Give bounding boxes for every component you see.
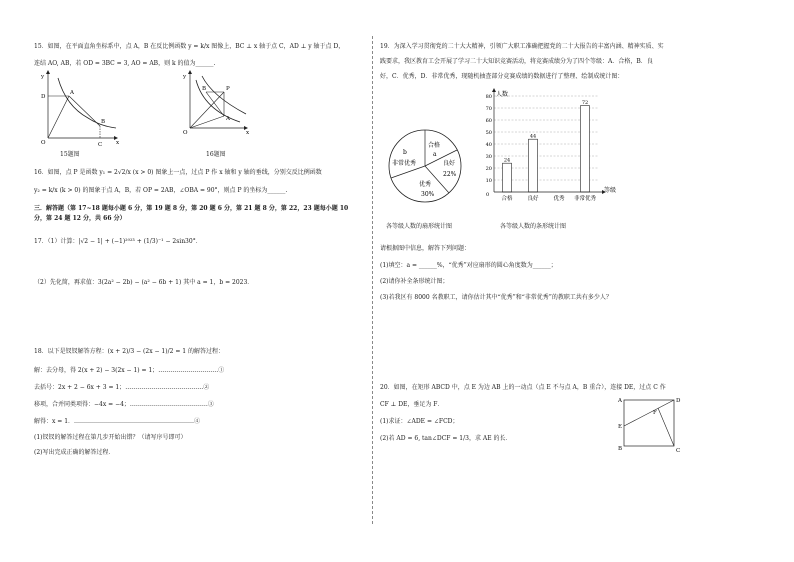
q16-line2: y₂ = k/x (k > 0) 的图象于点 A，B，若 OP = 2AB，∠OBA = 90°，则点 P 的坐标为______. [34,187,288,194]
q18-step4: 解得：x = 1．……………………………………………………④ [34,418,201,425]
bar-chart-category-label: 良好 [527,196,539,202]
fig20-label-b: B [618,446,623,452]
pie-label-lianghao: 良好 [443,160,456,167]
q20-line1: 20．如图，在矩形 ABCD 中，点 E 为边 AB 上的一动点（点 E 不与点 A，B 重合），连接 DE，过点 C 作 [380,384,666,391]
fig15-label-y: y [41,74,45,80]
bar-chart-ytick: 30 [485,153,492,160]
pie-label-hege: 合格 [428,142,441,149]
fig16-label-x: x [246,130,250,136]
bar-chart-ytick: 60 [485,117,492,124]
q16-line1: 16．如图，点 P 是函数 y₁ = 2√2/x (x > 0) 图象上一点，过点 P 作 x 轴和 y 轴的垂线，分别交反比例函数 [34,169,322,176]
q18-step2: 去括号：2x + 2 − 6x + 3 = 1；…………………………………② [34,384,210,391]
q18-step3: 移项，合并同类项得：−4x = −4；…………………………………③ [34,401,214,408]
section3-line2: 分，第 24 题 12 分，共 66 分） [34,215,126,222]
fig15-label-x: x [116,140,120,146]
q15-line1: 15．如图，在平面直角坐标系中，点 A，B 在反比例函数 y = k/x 图像上，BC ⊥ x 轴于点 C，AD ⊥ y 轴于点 D， [34,43,345,50]
fig16-label-b: B [202,86,207,92]
fig15-label-d: D [41,94,46,100]
pie-caption: 各等级人数的扇形统计图 [386,223,453,230]
q19-line1: 19．为深入学习贯彻党的二十大大精神，引领广大职工准确把握党的二十大报告的丰富内涵、精神实质、实 [380,43,664,50]
q18-step1: 解：去分母，得 2(x + 2) − 3(2x − 1) = 1；…………………………① [34,367,225,374]
pie-label-lianghao-value: 22% [443,171,457,178]
bar-chart-ytick: 80 [485,93,492,100]
q20-question1: (1)求证：∠ADE = ∠FCD； [380,418,459,425]
fig20-label-a: A [618,398,622,404]
pie-label-feichang: 非常优秀 [392,160,417,167]
fig15-label-o: O [41,140,46,146]
q19-line2: 践要求，我区教育工会开展了学习二十大知识竞赛活动，将竞赛成绩分为了四个等级：A．合格，B．良 [380,58,653,65]
fig20-label-f: F [653,410,657,416]
fig16-label-y: y [183,74,187,80]
bar-chart-category-label: 非常优秀 [573,196,597,202]
bar-chart-title: 各等级人数的条形统计图 [500,223,567,230]
q18-question2: (2)写出完成正确的解答过程． [34,449,115,456]
pie-label-youxiu-value: 30% [421,191,435,198]
fig15-label-c: C [98,142,103,148]
q18-question1: (1)钗钗的解答过程在第几步开始出错？（请写序号即可） [34,434,187,441]
fig16-caption: 16题图 [206,151,226,158]
q17-part2: （2）先化简，再求值：3(2a² − 2b) − (a² − 6b + 1) 其中 a = 1，b = 2023． [34,279,254,286]
bar-chart-category-label: 优秀 [553,196,565,202]
fig20-label-c: C [676,448,681,454]
q17-part1: 17．（1）计算：|√2 − 1| + (−1)²⁰²³ + (1/3)⁻¹ − 2sin30°． [34,238,202,245]
q19-question2: (2)请你补全条形统计图； [380,278,449,285]
bar-chart-ytick: 20 [485,165,492,172]
fig16-label-o: O [183,130,188,136]
bar-chart-ytick: 10 [485,177,492,184]
bar-chart-ytick: 50 [485,129,492,136]
section3-line1: 三．解答题（第 17~18 题每小题 6 分，第 19 题 8 分，第 20 题 6 分，第 21 题 8 分，第 22，23 题每小题 10 [34,205,349,212]
bar-chart-bar [503,163,512,192]
bar-chart [476,84,636,210]
q20-question2: (2)若 AD = 6, tan∠DCF = 1/3，求 AE 的长． [380,435,512,442]
fig15-label-a: A [70,90,74,96]
bar-chart-xlabel: 等级 [604,187,617,194]
bar-chart-ylabel: 人数 [496,91,509,98]
q20-line2: CF ⊥ DE，垂足为 F． [380,401,444,408]
fig16-label-p: P [226,86,230,92]
fig16-label-a: A [226,116,230,122]
pie-label-b: b [403,149,407,156]
bar-chart-category-label: 合格 [501,196,513,202]
q19-question3: (3)若我区有 8000 名教职工，请你估计其中“优秀”和“非常优秀”的教职工共有多少人？ [380,294,612,301]
pie-label-youxiu: 优秀 [419,181,432,188]
bar-chart-data-label: 72 [581,100,589,107]
fig20-label-d: D [676,398,681,404]
figure-16 [180,70,260,152]
q19-question1: (1)填空：a = ______%，“优秀”对应扇形的圆心角度数为______； [380,262,557,269]
q18-intro: 18．以下是钗钗解答方程：(x + 2)/3 − (2x − 1)/2 = 1 的解答过程： [34,348,224,355]
fig20-label-e: E [618,424,623,430]
bar-chart-bar [581,106,590,192]
q19-prompt: 请根据图中信息，解答下列问题： [380,245,471,252]
bar-chart-origin: 0 [486,192,490,198]
bar-chart-ytick: 40 [485,141,492,148]
figure-20 [616,394,686,454]
column-divider [372,36,373,524]
q19-line3: 好，C．优秀，D．非常优秀，现随机抽查部分竞赛成绩的数据进行了整理、绘制成统计图： [380,73,624,80]
figure-15 [36,70,126,152]
fig15-label-b: B [101,119,106,125]
bar-chart-ytick: 70 [485,105,492,112]
bar-chart-data-label: 24 [503,157,511,164]
fig15-caption: 15题图 [60,151,80,158]
pie-chart [383,122,473,212]
bar-chart-data-label: 44 [529,133,537,140]
pie-label-hege-value: a [433,151,437,158]
q15-line2: 连结 AO, AB，若 OD = 3BC = 3, AO = AB，则 k 的值为______. [34,60,216,67]
bar-chart-bar [529,139,538,192]
